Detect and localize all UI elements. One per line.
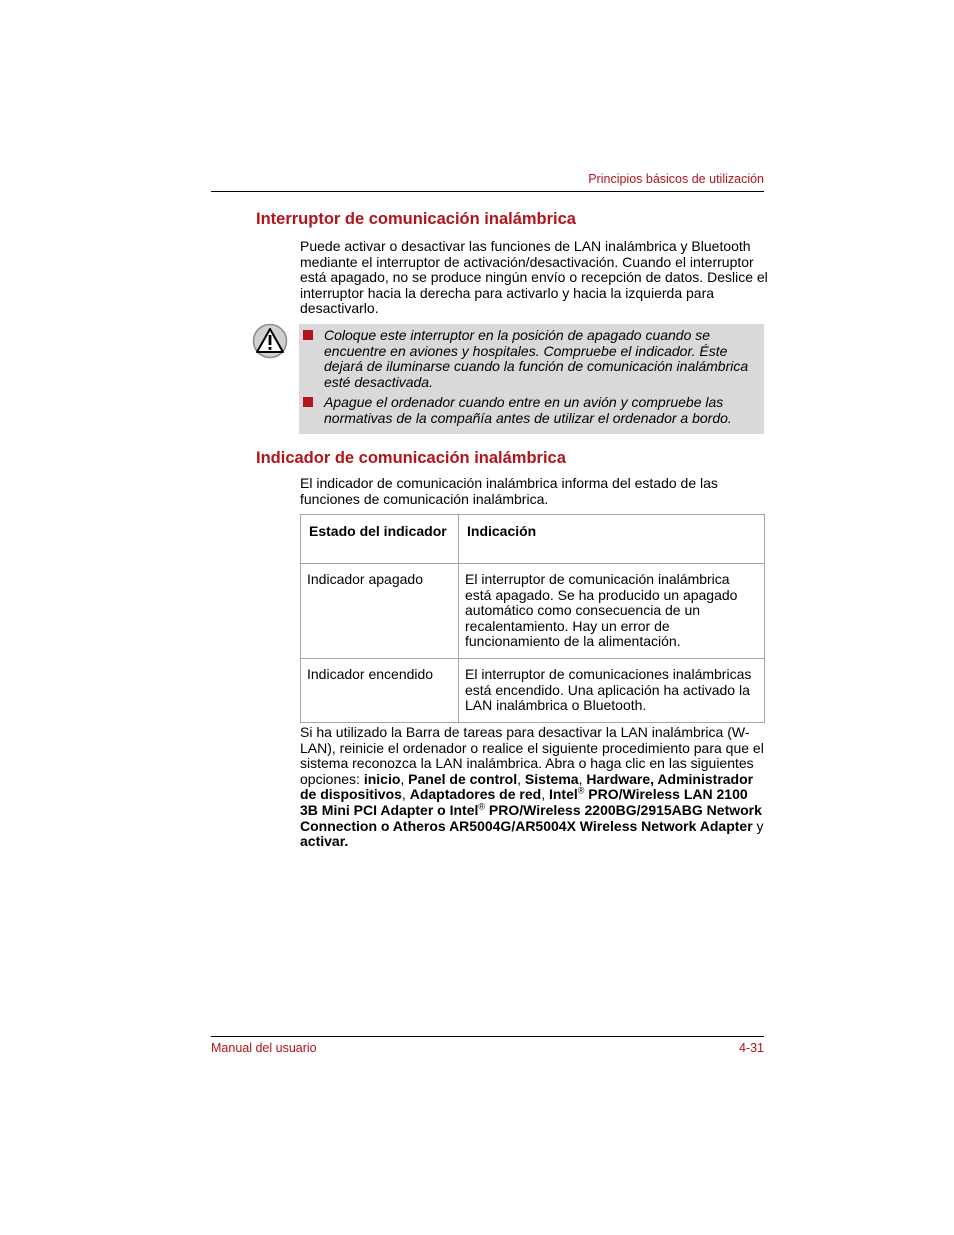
menu-path-item: Panel de control [408,770,518,787]
menu-path-item: Adaptadores de red [409,786,542,803]
running-header: Principios básicos de utilización [588,172,764,186]
footer-rule [211,1036,764,1037]
section-heading-indicator: Indicador de comunicación inalámbrica [256,449,566,467]
registered-mark: ® [577,785,585,796]
table-cell: El interruptor de comunicaciones inalámbricas está encendido. Una aplicación ha activado la LAN inalámbrica o Bluetooth. [459,659,765,723]
page-number: 4-31 [738,1041,764,1055]
bullet-marker [303,330,313,340]
separator: , [517,770,525,787]
separator: , [541,786,549,803]
indicator-status-table [300,514,765,723]
table-header-row [301,515,765,564]
menu-path-item: Sistema [524,770,579,787]
warning-text: Coloque este interruptor en la posición de apagado cuando se encuentre en aviones y hospitales. Compruebe el indicador. Éste dejará de iluminarse cuando la función de comunicación inalámbrica esté desactivada. [324,327,749,390]
table-cell: Indicador apagado [301,564,459,659]
menu-path-item: Intel [548,786,578,803]
switch-description: Puede activar o desactivar las funciones de LAN inalámbrica y Bluetooth mediante el interruptor de activación/desactivación. Cuando el interruptor está apagado, no se produce ningún envío o recepción de datos. Deslice el interruptor hacia la derecha para activarlo y hacia la izquierda para desactivarlo. [300,238,768,317]
menu-path-item: Hardware, Administrador de dispositivos [300,770,754,803]
table-row [301,564,765,659]
bullet-marker [303,397,313,407]
separator: , [400,770,409,787]
table-cell: El interruptor de comunicación inalámbrica está apagado. Se ha producido un apagado automático como consecuencia de un recalentamiento. Hay un error de funcionamiento de la alimentación. [459,564,765,659]
separator: , [578,770,587,787]
menu-path-item: inicio [363,770,401,787]
section-heading-switch: Interruptor de comunicación inalámbrica [256,210,576,228]
footer-manual-title: Manual del usuario [211,1041,317,1055]
menu-path-item: PRO/Wireless 2200BG/2915ABG Network Connection o Atheros AR5004G/AR5004X Wireless Network Adapter [300,801,762,834]
table-cell: Indicador encendido [301,659,459,723]
indicator-intro: El indicador de comunicación inalámbrica informa del estado de las funciones de comunicación inalámbrica. [300,475,718,507]
menu-path-item: activar. [300,833,349,850]
registered-mark: ® [478,801,486,812]
column-header: Estado del indicador [301,515,459,564]
closing-text: Si ha utilizado la Barra de tareas para desactivar la LAN inalámbrica (W-LAN), reinicie el ordenador o realice el siguiente procedimiento para que el sistema reconozca la LAN inalámbrica. Abra o haga clic en las siguientes opciones: [300,724,764,787]
closing-paragraph [300,725,765,850]
separator: , [401,786,410,803]
menu-path-item: PRO/Wireless LAN 2100 3B Mini PCI Adapter o Intel [300,786,748,818]
separator: y [752,817,764,834]
warning-icon [252,323,288,359]
table-row [301,659,765,723]
column-header: Indicación [459,515,765,564]
warning-text: Apague el ordenador cuando entre en un avión y compruebe las normativas de la compañía antes de utilizar el ordenador a bordo. [324,394,732,426]
header-rule [211,191,764,192]
